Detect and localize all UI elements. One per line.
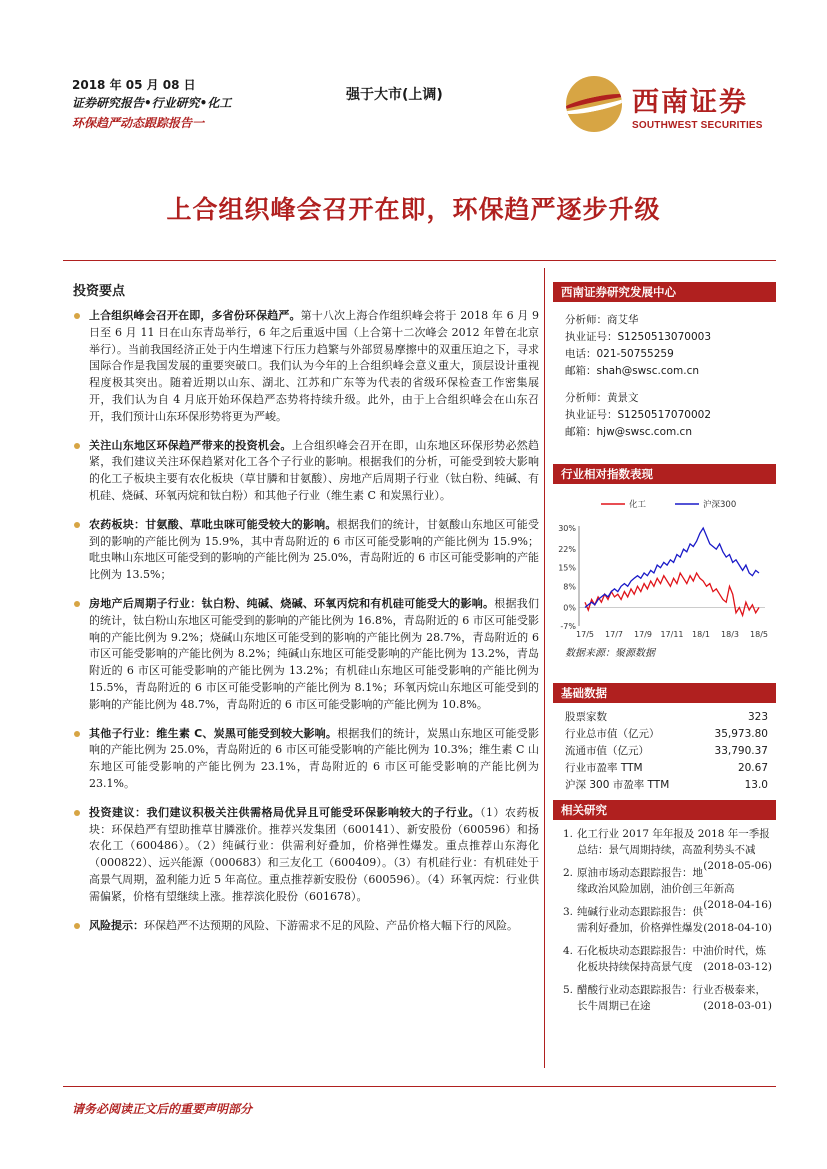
item-date: (2018-05-06) xyxy=(703,860,772,872)
x-tick-label: 17/7 xyxy=(605,630,623,639)
key-point xyxy=(69,438,539,505)
x-tick-label: 17/5 xyxy=(576,630,594,639)
cell-label: 行业市盈率 TTM xyxy=(565,762,643,774)
table-row xyxy=(553,759,776,776)
item-date: (2018-04-16) xyxy=(703,899,772,911)
key-point-text: 根据我们的统计，钛白粉山东地区可能受到的影响的产能比例为 16.8%，青岛附近的 6 市区可能受影响的产能比例为 9.2%；烧碱山东地区可能受到的影响的产能比例为 28.7%，青岛附近的 6 市区可能受影响的产能比例为 8.2%；纯碱山东地区可能受影响的产能比例为 13.2%，青岛附近的 6 市区可能受影响的产能比例为 13.2%；有机硅山东地区可能受影响的产能比例为 15.5%，青岛附近的 6 市区可能受影响的产能比例为 8.1%；环氧丙烷山东地区可能受到的影响的产能比例为 48.7%，青岛附近的 6 市区可能受影响的产能比例为 10.8%。 xyxy=(89,596,540,711)
cell-label: 流通市值（亿元） xyxy=(565,745,649,757)
logo-emblem-icon xyxy=(566,76,622,132)
report-headline: 上合组织峰会召开在即，环保趋严逐步升级 xyxy=(166,195,661,224)
company-logo xyxy=(566,76,776,136)
cell-value: 20.67 xyxy=(737,761,768,774)
key-point-text: 根据我们的统计，甘氨酸山东地区可能受到的影响的产能比例为 15.9%，其中青岛附近的 6 市区可能受影响的产能比例为 15.9%；吡虫啉山东地区可能受到的影响的产能比例为 25.0%，青岛附近的 6 市区可能受影响的产能比例为 13.5%； xyxy=(89,517,539,582)
list-item[interactable] xyxy=(553,904,776,936)
series-line xyxy=(585,573,759,615)
key-point-lead: 投资建议：我们建议积极关注供需格局优异且可能受环保影响较大的子行业。 xyxy=(89,805,480,819)
key-point-text: 上合组织峰会召开在即，山东地区环保形势必然趋紧，我们建议关注环保趋紧对化工各个子行业的影响。根据我们的分析，可能受到较大影响的化工子板块主要有农化板块（草甘膦和甘氨酸）、房地产后周期子行业（钛白粉、纯碱、有机硅、烧碱、环氧丙烷和钛白粉）和其他子行业（维生素 C 和炭黑行业）。 xyxy=(89,438,540,502)
analyst-card xyxy=(553,312,776,380)
analyst-email[interactable]: 邮箱：hjw@swsc.com.cn xyxy=(565,426,692,438)
key-point-lead: 风险提示： xyxy=(89,918,144,932)
x-tick-label: 17/11 xyxy=(660,630,684,639)
y-tick-label: 8% xyxy=(563,582,576,592)
analyst-name: 分析师：商艾华 xyxy=(565,314,639,326)
report-date: 2018 年 05 月 08 日 xyxy=(72,78,196,92)
key-points-list xyxy=(69,308,539,946)
key-point-text: 根据我们的统计，炭黑山东地区可能受影响的产能比例为 25.0%，青岛附近的 6 市区可能受影响的产能比例为 10.3%；维生素 C 山东地区可能受影响的产能比例为 23.1%，青岛附近的 6 市区可能受影响的产能比例为 23.1%。 xyxy=(89,726,540,790)
cell-value: 323 xyxy=(747,710,768,723)
list-item[interactable] xyxy=(553,982,776,1014)
item-title: 化工行业 2017 年年报及 2018 年一季报总结：景气周期持续，高盈利势头不减 xyxy=(577,828,770,856)
analyst-panel xyxy=(553,282,776,441)
key-point xyxy=(69,517,539,584)
item-title: 醋酸行业动态跟踪报告：行业否极泰来，长牛周期已在途 xyxy=(577,984,766,1012)
item-number: 1. xyxy=(563,828,574,840)
key-point xyxy=(69,596,539,714)
item-number: 2. xyxy=(563,867,574,879)
related-research-list xyxy=(553,826,776,1014)
key-point-text: 环保趋严不达预期的风险、下游需求不足的风险、产品价格大幅下行的风险。 xyxy=(144,918,518,932)
item-title: 石化板块动态跟踪报告：中油价时代，炼化板块持续保持高景气度 xyxy=(577,945,766,973)
section-title: 投资要点 xyxy=(73,284,126,299)
key-point xyxy=(69,918,539,935)
list-item[interactable] xyxy=(553,826,776,872)
key-point-lead: 上合组织峰会召开在即，多省份环保趋严。 xyxy=(89,309,301,322)
x-tick-label: 17/9 xyxy=(634,630,652,639)
footer-divider xyxy=(63,1086,776,1087)
key-point xyxy=(69,805,539,906)
logo-name-en: SOUTHWEST SECURITIES xyxy=(632,120,763,131)
related-research-title: 相关研究 xyxy=(553,800,776,820)
item-number: 5. xyxy=(563,984,574,996)
header-divider xyxy=(63,260,776,261)
table-row xyxy=(553,776,776,793)
related-research-panel xyxy=(553,800,776,1021)
table-row xyxy=(553,742,776,759)
item-title: 纯碱行业动态跟踪报告：供需利好叠加，价格弹性爆发 xyxy=(577,906,703,934)
cell-value: 13.0 xyxy=(744,778,768,791)
analyst-panel-title: 西南证券研究发展中心 xyxy=(553,282,776,302)
basic-data-title: 基础数据 xyxy=(553,683,776,703)
x-tick-label: 18/3 xyxy=(721,630,739,639)
basic-data-panel xyxy=(553,683,776,793)
basic-data-table xyxy=(553,708,776,793)
item-title: 原油市场动态跟踪报告：地缘政治风险加剧，油价创三年新高 xyxy=(577,867,735,895)
report-category: 证券研究报告•行业研究•化工 xyxy=(72,96,232,110)
y-tick-label: 15% xyxy=(558,563,576,573)
item-number: 3. xyxy=(563,906,574,918)
legend-label: 沪深300 xyxy=(703,500,737,510)
y-tick-label: -7% xyxy=(560,622,576,631)
y-tick-label: 0% xyxy=(563,603,576,613)
relative-index-chart xyxy=(553,492,776,642)
cell-label: 沪深 300 市盈率 TTM xyxy=(565,779,670,791)
table-row xyxy=(553,725,776,742)
y-tick-label: 22% xyxy=(558,545,576,555)
key-point-text: （1）农药板块：环保趋严有望助推草甘膦涨价。推荐兴发集团（600141）、新安股份（600596）和扬农化工（600486）。（2）纯碱行业：供需利好叠加，价格弹性爆发。重点推荐山东海化（000822）、远兴能源（000683）和三友化工（600409）。（3）有机硅行业：有机硅处于高景气周期，盈利能力近 5 年高位。重点推荐新安股份（600596）。（4）环氧丙烷：行业供需偏紧，价格有望继续上涨。推荐滨化股份（601678）。 xyxy=(89,805,539,903)
key-point-lead: 关注山东地区环保趋严带来的投资机会。 xyxy=(89,438,292,452)
item-number: 4. xyxy=(563,945,574,957)
key-point-lead: 其他子行业：维生素 C、炭黑可能受到较大影响。 xyxy=(89,726,338,740)
key-point-lead: 农药板块：甘氨酸、草吡虫咪可能受较大的影响。 xyxy=(89,517,337,531)
main-column xyxy=(63,268,545,1068)
logo-name-cn: 西南证券 xyxy=(632,87,748,118)
analyst-phone: 电话：021-50755259 xyxy=(565,348,674,360)
item-date: (2018-03-01) xyxy=(703,1000,772,1012)
list-item[interactable] xyxy=(553,865,776,911)
item-date: (2018-04-10) xyxy=(703,922,772,934)
analyst-card xyxy=(553,390,776,441)
x-tick-label: 18/5 xyxy=(750,630,768,639)
key-point xyxy=(69,308,539,426)
cell-value: 35,973.80 xyxy=(714,727,768,740)
disclaimer-footer: 请务必阅读正文后的重要声明部分 xyxy=(72,1102,253,1116)
key-point xyxy=(69,726,539,793)
analyst-license: 执业证号：S1250513070003 xyxy=(565,331,712,343)
chart-source: 数据来源：聚源数据 xyxy=(565,648,655,659)
cell-label: 行业总市值（亿元） xyxy=(565,728,660,740)
analyst-email[interactable]: 邮箱：shah@swsc.com.cn xyxy=(565,365,700,377)
index-chart-panel xyxy=(553,464,776,659)
chart-panel-title: 行业相对指数表现 xyxy=(553,464,776,484)
analyst-name: 分析师：黄景文 xyxy=(565,392,639,404)
report-series: 环保趋严动态跟踪报告一 xyxy=(72,116,205,130)
key-point-lead: 房地产后周期子行业：钛白粉、纯碱、烧碱、环氧丙烷和有机硅可能受大的影响。 xyxy=(89,596,495,610)
table-row xyxy=(553,708,776,725)
x-tick-label: 18/1 xyxy=(692,630,710,639)
industry-rating: 强于大市(上调) xyxy=(346,87,443,103)
y-tick-label: 30% xyxy=(558,524,576,533)
legend-label: 化工 xyxy=(629,500,647,510)
cell-label: 股票家数 xyxy=(565,711,607,723)
list-item[interactable] xyxy=(553,943,776,975)
cell-value: 33,790.37 xyxy=(714,744,768,757)
key-point-text: 第十八次上海合作组织峰会将于 2018 年 6 月 9 日至 6 月 11 日在山东青岛举行，6 年之后重返中国（上合第十二次峰会 2012 年曾在北京举行）。当前我国经济正处于内生增速下行压力趋繁与外部贸易摩擦中的双重压迫之下，寻求国际合作是我国发展的重要突破口。我们认为今年的上合组织峰会意义重大，顶层设计重视程度极其突出。随着近期以山东、湖北、江苏和广东等为代表的省级环保检查工作密集展开，我们认为自 4 月底开始环保趋严态势将持续升级。此外，由于上合组织峰会在山东召开，我们预计山东环保形势将更为严峻。 xyxy=(89,309,539,423)
item-date: (2018-03-12) xyxy=(703,961,772,973)
report-meta xyxy=(72,76,332,134)
analyst-license: 执业证号：S1250517070002 xyxy=(565,409,712,421)
